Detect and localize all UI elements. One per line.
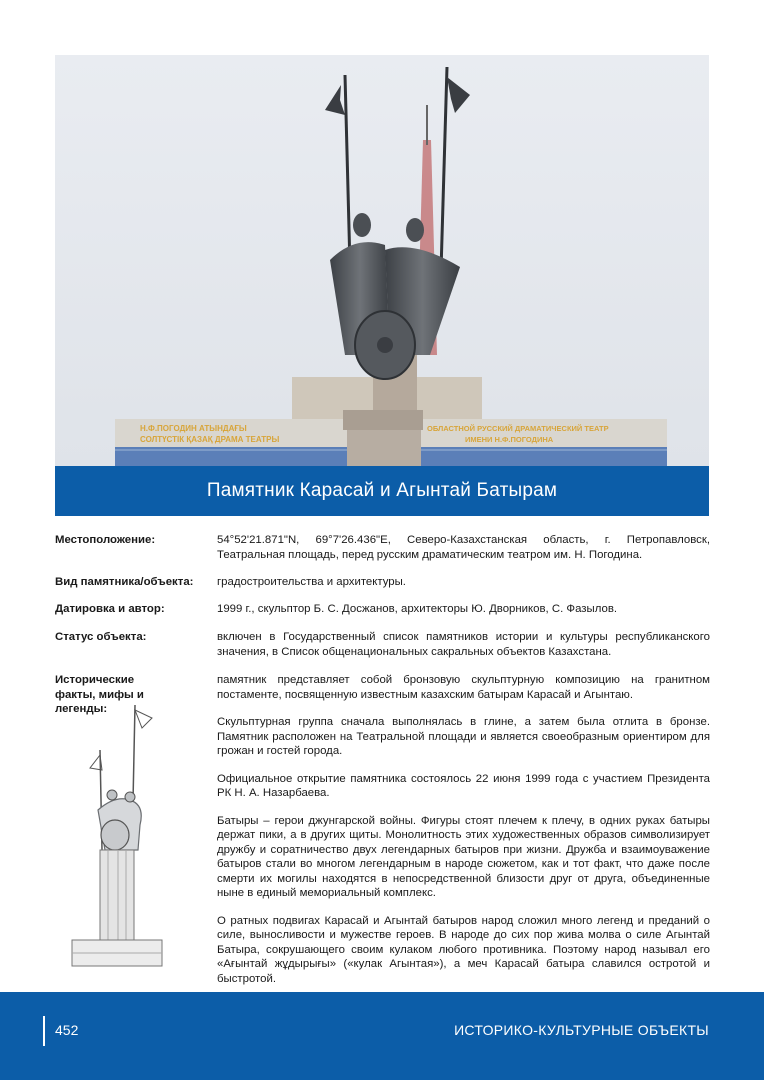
sign-left-line2: СОЛТҮСТІК ҚАЗАҚ ДРАМА ТЕАТРЫ xyxy=(140,435,280,444)
footer-divider xyxy=(43,1016,45,1046)
history-text xyxy=(217,673,710,999)
monument-photo xyxy=(55,55,709,467)
dating-value: 1999 г., скульптор Б. С. Досжанов, архитекторы Ю. Дворников, С. Фазылов. xyxy=(217,603,618,615)
paragraph: Скульптурная группа сначала выполнялась в глине, а затем была отлита в бронзе. Памятник расположен на Театральной площади и является своеобразным ориентиром для грожан и гостей города. xyxy=(217,716,710,757)
location-value: 54°52'21.871"N, 69°7'26.436"E, Северо-Казахстанская область, г. Петропавловск, Театральная площадь, перед русским драматическим театром им. Н. Погодина. xyxy=(217,534,710,561)
paragraph: О ратных подвигах Карасай и Агынтай батыров народ сложил много легенд и преданий о силе, выносливости и мужестве героев. В народе до сих пор жива молва о силе Агынтай Батыра, сокрушающего своим кулаком любого противника. Поэтому народ называл его «Ағынтай жұдырығы» («кулак Агынтая»), а меч Карасай батыра славился остротой и быстротой. xyxy=(217,914,710,985)
status-label: Статус объекта: xyxy=(55,631,147,643)
paragraph: памятник представляет собой бронзовую скульптурную композицию на гранитном постаменте, посвященную известным казахским батырам Карасай и Агынтаю. xyxy=(217,674,710,701)
page-footer xyxy=(0,992,764,1080)
location-label: Местоположение: xyxy=(55,534,156,546)
section-title: ИСТОРИКО-КУЛЬТУРНЫЕ ОБЪЕКТЫ xyxy=(454,1022,709,1038)
paragraph: Официальное открытие памятника состоялось 22 июня 1999 года с участием Президента РК Н. А. Назарбаева. xyxy=(217,772,710,799)
paragraph: Батыры – герои джунгарской войны. Фигуры стоят плечем к плечу, в одних руках батыры держат пики, а в других щиты. Монолитность этих художественных образов символизирует дружбу и соратничество двух легендарных батыров при жизни. Дружба и взаимоуважение батыров стали во многом легендарным в народе сюжетом, как и тот факт, что даже после смерти их могилы находятся в непосредственной близости друг от друга, объединенные ныне в единый мемориальный комплекс. xyxy=(217,814,710,899)
sign-right-line1: ОБЛАСТНОЙ РУССКИЙ ДРАМАТИЧЕСКИЙ ТЕАТР xyxy=(427,424,609,433)
history-label: Исторические факты, мифы и легенды: xyxy=(55,674,144,715)
status-value: включен в Государственный список памятников истории и культуры республиканского значения, в Список общенациональных сакральных объектов Казахстана. xyxy=(217,631,710,658)
type-label: Вид памятника/объекта: xyxy=(55,576,194,588)
page-number: 452 xyxy=(55,1022,79,1038)
page-title: Памятник Карасай и Агынтай Батырам xyxy=(55,466,709,516)
sign-left-line1: Н.Ф.ПОГОДИН АТЫНДАҒЫ xyxy=(140,424,247,433)
type-value: градостроительства и архитектуры. xyxy=(217,576,406,588)
dating-label: Датировка и автор: xyxy=(55,603,165,615)
sign-right-line2: ИМЕНИ Н.Ф.ПОГОДИНА xyxy=(465,435,554,444)
monument-sketch xyxy=(60,700,180,980)
